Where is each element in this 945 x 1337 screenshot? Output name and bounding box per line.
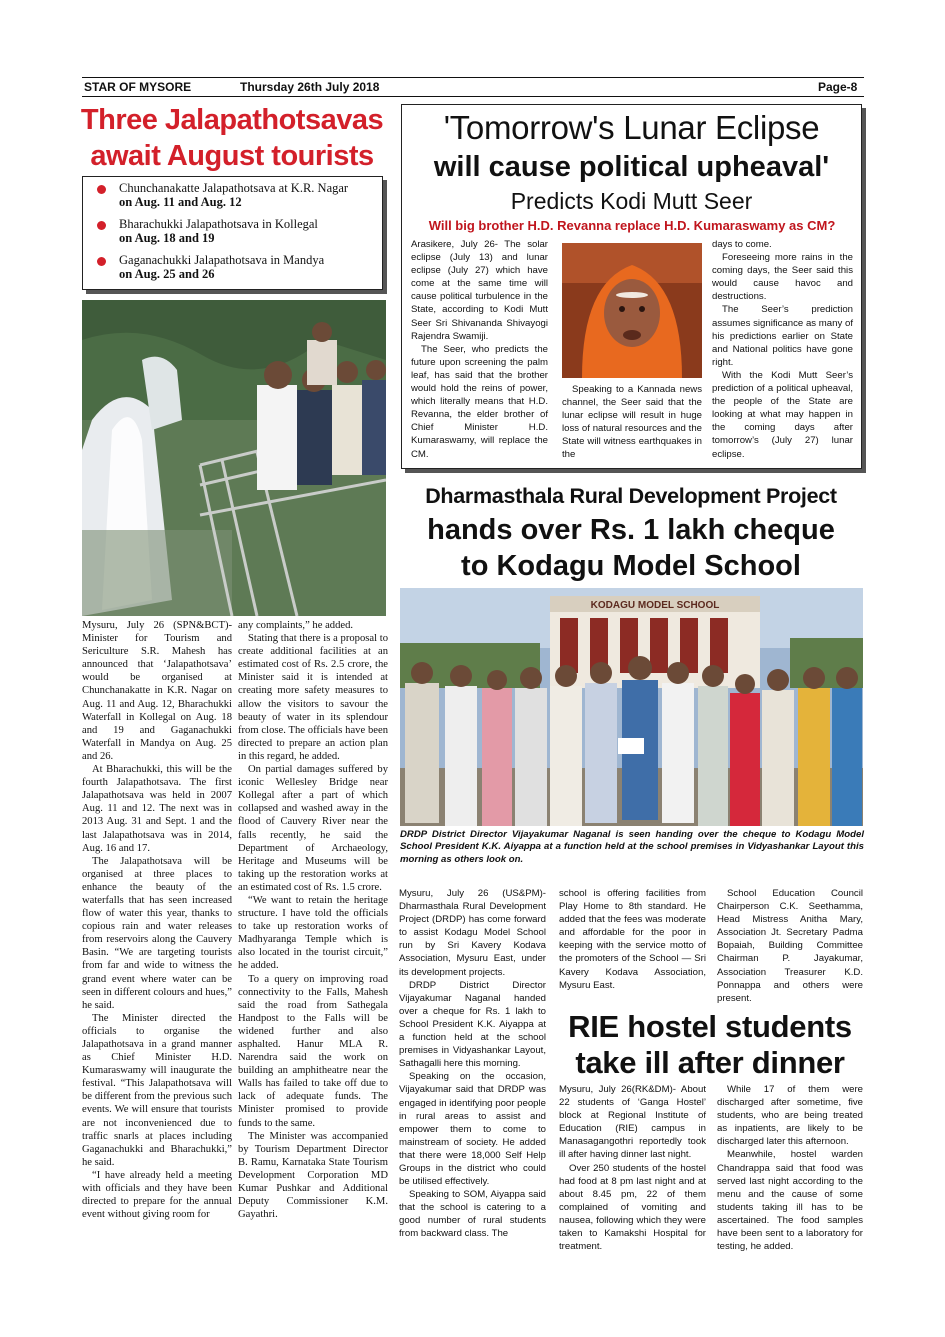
eclipse-subhead: Predicts Kodi Mutt Seer (510, 188, 753, 214)
paragraph: Speaking to a Kannada news channel, the Seer said that the lunar eclipse will result in huge loss of natural resources and the State will witness earthquakes in the (562, 384, 702, 461)
eclipse-body-col1 (411, 238, 548, 461)
jalapathotsava-schedule-box (82, 176, 383, 290)
eclipse-kicker: Will big brother H.D. Revanna replace H.D. Kumaraswamy as CM? (428, 218, 836, 233)
paragraph: The Jalapathotsava will be organised at three places to enhance the beauty of the waterfalls that has seen increased flow of water this year, thanks to copious rain and water releases from reservoirs along the Cauvery Basin. “We are targeting tourists from far and wide to witness the grand event where water can be seen in different colours and hues,” he said. (82, 855, 232, 1011)
paragraph: The Minister directed the officials to organise the Jalapathotsava in a grand manner as Chief Minister H.D. Kumaraswamy will inaugurate the festival. “This Jalapathotsava will be different from the previous such events. We will ensure that tourists are not inconvenienced due to traffic snarls at places including Gaganachukki and Bharachukki,” he said. (82, 1012, 232, 1168)
eclipse-body-col3 (712, 238, 853, 461)
paragraph: Foreseeing more rains in the coming days, the Seer said this would cause havoc and destructions. (712, 252, 853, 303)
drdp-headline-2: hands over Rs. 1 lakh cheque (427, 514, 835, 546)
headline-line-2: await August tourists (90, 140, 374, 172)
drdp-headline-3: to Kodagu Model School (461, 550, 801, 582)
header-rule-bottom (82, 96, 864, 97)
jalapathotsava-body-col2 (238, 619, 388, 1221)
group-photo-illustration (400, 588, 863, 826)
paragraph: DRDP District Director Vijayakumar Naganal handed over a cheque for Rs. 1 lakh to School President K.K. Aiyappa at a function held at the school premises in Vidyashankar Layout, Sathagalli here this morning. (399, 979, 546, 1070)
schedule-dates: on Aug. 18 and 19 (119, 231, 215, 245)
seer-portrait (562, 243, 702, 378)
paragraph: any complaints,” he added. (238, 620, 354, 631)
eclipse-headline-1: 'Tomorrow's Lunar Eclipse (443, 109, 820, 146)
bullet-icon (97, 185, 106, 194)
header-rule-top (82, 77, 864, 78)
eclipse-headline-2: will cause political upheaval' (433, 151, 830, 183)
newspaper-name: STAR OF MYSORE (84, 80, 192, 94)
rie-body-col1 (559, 1083, 706, 1253)
issue-date: Thursday 26th July 2018 (240, 80, 380, 94)
paragraph: With the Kodi Mutt Seer’s prediction of a political upheaval, the people of the State are looking at what may happen in the coming days after tomorrow’s (July 27) lunar eclipse. (712, 369, 853, 460)
drdp-headline-1: Dharmasthala Rural Development Project (425, 484, 837, 508)
paragraph: Speaking on the occasion, Vijayakumar said that DRDP was engaged in identifying poor people in rural areas to assist and empower them to come to mainstream of society. He added that there were 18,000 Self Help Groups in the district who could be utilised effectively. (399, 1071, 546, 1188)
paragraph: Mysuru, July 26 (SPN&BCT)- Minister for Tourism and Sericulture S.R. Mahesh has announced that ‘Jalapathotsava’ would be organised at Chunchanakatte in K.R. Nagar on Aug. 11 and Aug. 12, Bharachukki Waterfall in Kollegal on Aug. 18 and 19 and Gaganachukki Waterfall in Mandya on Aug. 25 and 26. (82, 620, 232, 762)
paragraph: Mysuru, July 26(RK&DM)- About 22 students of ‘Ganga Hostel’ block at Regional Institute of Education (RIE) campus in Manasagangothri reportedly took ill after having dinner last night. (559, 1084, 706, 1161)
paragraph: Arasikere, July 26- The solar eclipse (July 13) and lunar eclipse (July 27) which have come at the same time will cause political turbulence in the State, according to Kodi Mutt Seer Sri Shivananda Shivayogi Rajendra Swamiji. (411, 239, 548, 342)
paragraph: To a query on improving road connectivity to the Falls, Mahesh said the road from Sathegala Handpost to the Falls will be widened further and also asphalted. Hanur MLA R. Narendra said the work on building an amphitheatre near the Walls has failed to take off due to lack of adequate funds. The Minister promised to provide funds to the same. (238, 973, 388, 1129)
paragraph: Stating that there is a proposal to create additional facilities at an estimated cost of Rs. 2.5 crore, the Minister said it is intended at creating more safety measures to allow the visitors to savour the beauty of water in its splendour from close. The officials have been directed to prepare an action plan in this regard, he added. (238, 633, 388, 762)
paragraph: “We want to retain the heritage structure. I have told the officials to take up restoration works of Madhyaranga Temple which is also located in the tourist circuit,” he added. (238, 894, 388, 972)
rie-headline-1: RIE hostel students (568, 1009, 852, 1044)
schedule-item (119, 181, 348, 209)
paragraph: School Education Council Chairperson C.K. Seethamma, Head Mistress Anitha Mary, Association Jt. Secretary Padma Bopaiah, Building Committee Chairman P. Jayakumar, Association Treasurer K.D. Ponnappa and others were present. (717, 888, 863, 1004)
photo-caption: DRDP District Director Vijayakumar Naganal is seen handing over the cheque to Kodagu Model School President K.K. Aiyappa at a function held at the school premises in Vidyashankar Layout this morning as others look on. (400, 829, 864, 865)
schedule-dates: on Aug. 11 and Aug. 12 (119, 195, 242, 209)
paragraph: Mysuru, July 26 (US&PM)- Dharmasthala Rural Development Project (DRDP) has come forward to assist Kodagu Model School run by Sri Kavery Kodava Association, Mysuru East, under its development projects. (399, 888, 546, 978)
bullet-icon (97, 221, 106, 230)
paragraph: days to come. (712, 239, 772, 250)
eclipse-article-box (401, 104, 862, 469)
page-number: Page-8 (818, 80, 858, 94)
rie-body-col2 (717, 1083, 863, 1253)
jalapathotsava-body-col1 (82, 619, 232, 1221)
waterfall-illustration (82, 300, 386, 616)
paragraph: On partial damages suffered by iconic Wellesley Bridge near Kollegal after a part of which collapsed and washed away in the flood of Cauvery River near the falls recently, he said the Department of Archaeology, Heritage and Museums will be taking up the restoration works at an estimated cost of Rs. 1.5 crore. (238, 764, 388, 893)
paragraph: The Seer’s prediction assumes significance as many of his predictions earlier on State and National politics have gone right. (712, 304, 853, 368)
paragraph: Over 250 students of the hostel had food at 8 pm last night and at about 8.45 pm, 22 of them complained of vomiting and nausea, following which they were taken to Kamakshi Hospital for treatment. (559, 1162, 706, 1253)
paragraph: Meanwhile, hostel warden Chandrappa said that food was served last night according to the menu and the cause of some students taking ill has to be ascertained. The food samples have been sent to a laboratory for testing, he added. (717, 1149, 863, 1253)
eclipse-body-col2 (562, 383, 702, 462)
drdp-body-col2 (559, 887, 706, 992)
seer-photo (562, 243, 702, 378)
paragraph: school is offering facilities from Play Home to 8th standard. He added that the fees was moderate and affordable for the poor in keeping with the service motto of the promoters of the School — Sri Kavery Kodava Association, Mysuru East. (559, 888, 706, 991)
schedule-item (119, 217, 318, 245)
paragraph: The Seer, who predicts the future upon screening the palm leaf, has said that the brother would hold the reins of power, which literally means that H.D. Revanna, the elder brother of Chief Minister H.D. Kumaraswamy, will replace the CM. (411, 343, 548, 460)
schedule-place: Chunchanakatte Jalapathotsava at K.R. Nagar (119, 181, 349, 195)
paragraph: While 17 of them were discharged after sometime, five students, who are being treated as inpatients, are likely to be discharged later this afternoon. (717, 1084, 863, 1148)
cheque-handover-photo (400, 588, 863, 826)
waterfall-photo (82, 300, 386, 616)
drdp-body-col3 (717, 887, 863, 1005)
paragraph: “I have already held a meeting with officials and they have been directed to prepare for the annual event without giving room for (82, 1169, 232, 1221)
headline-line-1: Three Jalapathotsavas (80, 104, 384, 136)
school-sign-text: KODAGU MODEL SCHOOL (590, 600, 720, 611)
bullet-icon (97, 257, 106, 266)
paragraph: At Bharachukki, this will be the fourth Jalapathotsava. The first Jalapathotsava was held in 2007 Aug. 11 and 12. The next was in 2013 Aug. 31 and Sept. 1 and the last Jalapathotsava was in 2014, Aug. 16 and 17. (82, 764, 232, 854)
paragraph: Speaking to SOM, Aiyappa said that the school is catering to a good number of rural students from backward class. The (399, 1189, 546, 1240)
schedule-place: Gaganachukki Jalapathotsava in Mandya (119, 253, 325, 267)
paragraph: The Minister was accompanied by Tourism Department Director B. Ramu, Karnataka State Tourism Development Corporation MD Kumar Pushkar and Additional Deputy Commissioner K.M. Gayathri. (238, 1130, 388, 1221)
schedule-dates: on Aug. 25 and 26 (119, 267, 215, 281)
rie-headline-2: take ill after dinner (575, 1045, 845, 1080)
jalapathotsava-headline (80, 102, 384, 174)
drdp-body-col1 (399, 887, 546, 1241)
schedule-place: Bharachukki Jalapathotsava in Kollegal (119, 217, 318, 231)
schedule-item (119, 253, 324, 281)
